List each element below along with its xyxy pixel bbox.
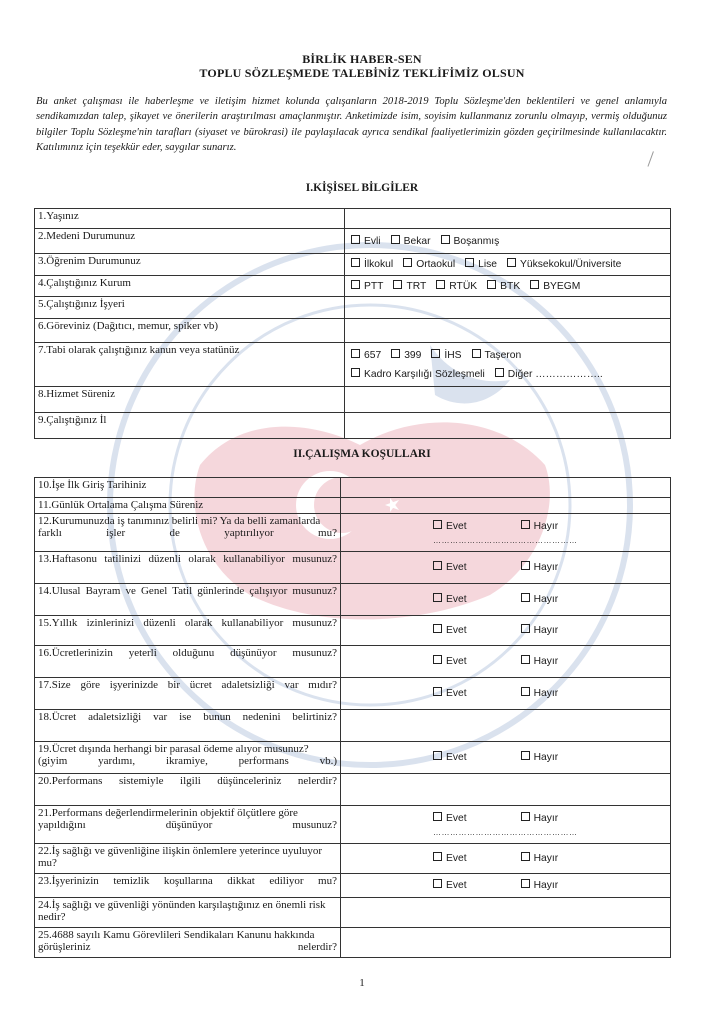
- option-label: Hayır: [533, 625, 559, 636]
- option-label: Evet: [446, 813, 467, 824]
- section-title-working-conditions: II.ÇALIŞMA KOŞULLARI: [293, 448, 431, 460]
- question-label: 23.İşyerinizin temizlik koşullarına dikkat ediliyor mu?: [35, 874, 341, 898]
- no-checkbox[interactable]: [521, 852, 559, 865]
- checkbox-icon[interactable]: [521, 751, 530, 760]
- question-label: 24.İş sağlığı ve güvenliği yönünden karşılaştığınız en önemli risk nedir?: [35, 898, 341, 928]
- answer-cell[interactable]: [341, 552, 671, 584]
- options-line: [351, 349, 666, 362]
- checkbox-icon[interactable]: [433, 624, 442, 633]
- intro-paragraph: Bu anket çalışması ile haberleşme ve iletişim hizmet kolunda çalışanların 2018-2019 Toplu Sözleşme'den beklentileri ve genel anlamıyla sendikamızdan talep, şikayet ve önerilerin araştırılması amaçlanmıştır. Anketimizde isim, soyisim kullanmanız zorunlu olmayıp, vermiş olduğunuz bilgiler Toplu Sözleşme'nin tarafları (siyaset ve bürokrasi) ile paylaşılacak ayrıca sendikal faaliyetlerimizin gözden geçirilmesinde kullanılacaktır. Katılımınız için teşekkür eder, saygılar sunarız.: [36, 96, 667, 154]
- answer-cell[interactable]: [345, 276, 671, 297]
- checkbox-option[interactable]: [530, 280, 580, 293]
- question-label: 8.Hizmet Süreniz: [35, 387, 345, 413]
- table-row: [35, 552, 671, 584]
- checkbox-icon[interactable]: [487, 280, 496, 289]
- checkbox-icon[interactable]: [433, 561, 442, 570]
- personal-info-table: [34, 208, 671, 439]
- option-label: Evli: [364, 235, 381, 247]
- checkbox-icon[interactable]: [521, 520, 530, 529]
- checkbox-option[interactable]: [465, 258, 497, 271]
- answer-cell[interactable]: [341, 646, 671, 678]
- question-label: 17.Size göre işyerinizde bir ücret adaletsizliği var mıdır?: [35, 678, 341, 710]
- answer-cell[interactable]: [341, 584, 671, 616]
- table-row: [35, 584, 671, 616]
- yes-checkbox[interactable]: [433, 593, 467, 606]
- working-conditions-table: [34, 477, 671, 958]
- question-label: 18.Ücret adaletsizliği var ise bunun nedenini belirtiniz?: [35, 710, 341, 742]
- table-row: [35, 616, 671, 646]
- option-label: Hayır: [533, 688, 559, 699]
- table-row: [35, 806, 671, 844]
- checkbox-option[interactable]: [507, 258, 621, 271]
- checkbox-option[interactable]: [351, 235, 381, 248]
- answer-cell[interactable]: [341, 742, 671, 774]
- table-row: [35, 710, 671, 742]
- table-row: [35, 297, 671, 319]
- checkbox-icon[interactable]: [431, 349, 440, 358]
- option-label: Evet: [446, 752, 467, 763]
- yes-checkbox[interactable]: [433, 655, 467, 668]
- answer-cell[interactable]: [341, 478, 671, 498]
- option-label: Kadro Karşılığı Sözleşmeli: [364, 368, 485, 380]
- answer-cell[interactable]: [341, 710, 671, 742]
- question-label: 3.Öğrenim Durumunuz: [35, 254, 345, 276]
- checkbox-icon[interactable]: [351, 258, 360, 267]
- table-row: [35, 898, 671, 928]
- option-label: Hayır: [533, 880, 559, 891]
- answer-cell[interactable]: [341, 874, 671, 898]
- question-label: 1.Yaşınız: [35, 209, 345, 229]
- no-checkbox[interactable]: [521, 624, 559, 637]
- table-row: [35, 928, 671, 958]
- answer-cell[interactable]: [345, 413, 671, 439]
- question-label: 11.Günlük Ortalama Çalışma Süreniz: [35, 498, 341, 514]
- table-row: [35, 678, 671, 710]
- option-label: Evet: [446, 562, 467, 573]
- option-label: Ortaokul: [416, 259, 456, 270]
- checkbox-icon[interactable]: [393, 280, 402, 289]
- yes-checkbox[interactable]: [433, 624, 467, 637]
- checkbox-option[interactable]: [351, 368, 485, 381]
- answer-cell[interactable]: [341, 514, 671, 552]
- table-row: [35, 774, 671, 806]
- checkbox-option[interactable]: [351, 349, 381, 362]
- checkbox-icon[interactable]: [433, 852, 442, 861]
- checkbox-icon[interactable]: [530, 280, 539, 289]
- checkbox-option[interactable]: [472, 349, 522, 362]
- table-row: [35, 209, 671, 229]
- checkbox-icon[interactable]: [521, 655, 530, 664]
- option-label: Hayır: [533, 521, 559, 532]
- question-label: 22.İş sağlığı ve güvenliğine ilişkin önlemlere yeterince uyuluyor mu?: [35, 844, 341, 874]
- checkbox-icon[interactable]: [351, 280, 360, 289]
- checkbox-icon[interactable]: [391, 349, 400, 358]
- option-label: Bekar: [403, 235, 431, 247]
- option-label: BTK: [500, 280, 521, 292]
- checkbox-icon[interactable]: [495, 368, 504, 377]
- table-row: [35, 498, 671, 514]
- question-label: 4.Çalıştığınız Kurum: [35, 276, 345, 297]
- table-row: [35, 742, 671, 774]
- yes-checkbox[interactable]: [433, 812, 467, 825]
- option-label: PTT: [364, 280, 384, 292]
- page-number: 1: [359, 977, 365, 989]
- checkbox-icon[interactable]: [391, 235, 400, 244]
- options-line: [351, 235, 666, 248]
- fill-in-line[interactable]: ……………………………………………: [433, 828, 578, 837]
- yes-checkbox[interactable]: [433, 561, 467, 574]
- table-row: [35, 387, 671, 413]
- table-row: [35, 276, 671, 297]
- yes-checkbox[interactable]: [433, 879, 467, 892]
- yes-checkbox[interactable]: [433, 852, 467, 865]
- checkbox-option[interactable]: [351, 258, 393, 271]
- union-name: BİRLİK HABER-SEN: [302, 52, 422, 66]
- table-row: [35, 319, 671, 343]
- table-row: [35, 343, 671, 387]
- table-row: [35, 229, 671, 254]
- option-label: Evet: [446, 594, 467, 605]
- checkbox-icon[interactable]: [403, 258, 412, 267]
- answer-cell[interactable]: [345, 229, 671, 254]
- checkbox-icon[interactable]: [521, 593, 530, 602]
- table-row: [35, 646, 671, 678]
- checkbox-option[interactable]: [487, 280, 520, 293]
- checkbox-icon[interactable]: [433, 687, 442, 696]
- checkbox-option[interactable]: [431, 349, 461, 362]
- option-label: Evet: [446, 688, 467, 699]
- checkbox-icon[interactable]: [507, 258, 516, 267]
- answer-cell[interactable]: [345, 343, 671, 387]
- checkbox-option[interactable]: [391, 349, 421, 362]
- checkbox-icon[interactable]: [433, 879, 442, 888]
- options-line: [351, 368, 666, 381]
- question-label: 6.Göreviniz (Dağıtıcı, memur, spiker vb): [35, 319, 345, 343]
- answer-cell[interactable]: [341, 498, 671, 514]
- table-row: [35, 514, 671, 552]
- checkbox-option[interactable]: [351, 280, 383, 293]
- checkbox-option[interactable]: [495, 368, 603, 381]
- option-label: Taşeron: [484, 349, 522, 361]
- no-checkbox[interactable]: [521, 561, 559, 574]
- options-line: [351, 258, 666, 271]
- option-label: Hayır: [533, 594, 559, 605]
- question-label: 16.Ücretlerinizin yeterli olduğunu düşünüyor musunuz?: [35, 646, 341, 678]
- table-row: [35, 413, 671, 439]
- answer-cell[interactable]: [341, 898, 671, 928]
- question-label: 21.Performans değerlendirmelerinin objektif ölçütlere göre yapıldığını düşünüyor musunuz?: [35, 806, 341, 844]
- option-label: Diğer ………………..: [507, 368, 603, 380]
- option-label: 399: [404, 349, 422, 361]
- option-label: Evet: [446, 521, 467, 532]
- answer-cell[interactable]: [341, 928, 671, 958]
- section-title-personal: I.KİŞİSEL BİLGİLER: [305, 182, 419, 194]
- table-row: [35, 844, 671, 874]
- checkbox-icon[interactable]: [521, 879, 530, 888]
- option-label: Hayır: [533, 562, 559, 573]
- no-checkbox[interactable]: [521, 812, 559, 825]
- question-label: 25.4688 sayılı Kamu Görevlileri Sendikaları Kanunu hakkında görüşleriniz nelerdir?: [35, 928, 341, 958]
- question-label: 14.Ulusal Bayram ve Genel Tatil günlerinde çalışıyor musunuz?: [35, 584, 341, 616]
- no-checkbox[interactable]: [521, 879, 559, 892]
- option-label: Hayır: [533, 813, 559, 824]
- option-label: Evet: [446, 656, 467, 667]
- checkbox-option[interactable]: [391, 235, 431, 248]
- option-label: Evet: [446, 853, 467, 864]
- checkbox-icon[interactable]: [351, 349, 360, 358]
- checkbox-icon[interactable]: [465, 258, 474, 267]
- checkbox-icon[interactable]: [521, 687, 530, 696]
- checkbox-icon[interactable]: [433, 812, 442, 821]
- fill-in-line[interactable]: ……………………………………………: [433, 536, 578, 545]
- question-label: 2.Medeni Durumunuz: [35, 229, 345, 254]
- table-row: [35, 254, 671, 276]
- checkbox-option[interactable]: [441, 235, 500, 248]
- yes-checkbox[interactable]: [433, 751, 467, 764]
- checkbox-option[interactable]: [393, 280, 426, 293]
- table-row: [35, 874, 671, 898]
- yes-checkbox[interactable]: [433, 687, 467, 700]
- question-label: 12.Kurumunuzda iş tanımınız belirli mi? Ya da belli zamanlarda farklı işler de yaptırılıyor mu?: [35, 514, 341, 552]
- answer-cell[interactable]: [345, 254, 671, 276]
- checkbox-icon[interactable]: [472, 349, 481, 358]
- question-label: 10.İşe İlk Giriş Tarihiniz: [35, 478, 341, 498]
- question-label: 20.Performans sistemiyle ilgili düşünceleriniz nelerdir?: [35, 774, 341, 806]
- checkbox-icon[interactable]: [351, 368, 360, 377]
- checkbox-option[interactable]: [403, 258, 455, 271]
- answer-cell[interactable]: [341, 844, 671, 874]
- option-label: Evet: [446, 880, 467, 891]
- question-label: 19.Ücret dışında herhangi bir parasal ödeme alıyor musunuz? (giyim yardımı, ikramiye, performans vb.): [35, 742, 341, 774]
- option-label: RTÜK: [449, 280, 478, 292]
- option-label: 657: [364, 349, 382, 361]
- option-label: Boşanmış: [453, 235, 500, 247]
- option-label: İHS: [444, 349, 462, 361]
- checkbox-icon[interactable]: [441, 235, 450, 244]
- checkbox-icon[interactable]: [433, 655, 442, 664]
- checkbox-icon[interactable]: [436, 280, 445, 289]
- option-label: Yüksekokul/Üniversite: [520, 259, 622, 270]
- question-label: 15.Yıllık izinlerinizi düzenli olarak kullanabiliyor musunuz?: [35, 616, 341, 646]
- answer-cell[interactable]: [341, 616, 671, 646]
- survey-title: TOPLU SÖZLEŞMEDE TALEBİNİZ TEKLİFİMİZ OLSUN: [199, 66, 525, 80]
- yes-checkbox[interactable]: [433, 520, 467, 533]
- answer-cell[interactable]: [345, 297, 671, 319]
- option-label: Hayır: [533, 752, 559, 763]
- option-label: BYEGM: [543, 280, 581, 292]
- option-label: TRT: [406, 280, 427, 292]
- option-label: Evet: [446, 625, 467, 636]
- answer-cell[interactable]: [341, 774, 671, 806]
- option-label: Lise: [478, 259, 497, 270]
- checkbox-icon[interactable]: [521, 852, 530, 861]
- question-label: 5.Çalıştığınız İşyeri: [35, 297, 345, 319]
- option-label: Hayır: [533, 853, 559, 864]
- no-checkbox[interactable]: [521, 655, 559, 668]
- checkbox-icon[interactable]: [433, 593, 442, 602]
- checkbox-icon[interactable]: [521, 561, 530, 570]
- checkbox-option[interactable]: [436, 280, 477, 293]
- checkbox-icon[interactable]: [521, 812, 530, 821]
- option-label: Hayır: [533, 656, 559, 667]
- checkbox-icon[interactable]: [433, 520, 442, 529]
- no-checkbox[interactable]: [521, 751, 559, 764]
- checkbox-icon[interactable]: [521, 624, 530, 633]
- checkbox-icon[interactable]: [351, 235, 360, 244]
- no-checkbox[interactable]: [521, 687, 559, 700]
- checkbox-icon[interactable]: [433, 751, 442, 760]
- answer-cell[interactable]: [345, 209, 671, 229]
- no-checkbox[interactable]: [521, 520, 559, 533]
- question-label: 7.Tabi olarak çalıştığınız kanun veya statünüz: [35, 343, 345, 387]
- answer-cell[interactable]: [345, 319, 671, 343]
- question-label: 13.Haftasonu tatilinizi düzenli olarak kullanabiliyor musunuz?: [35, 552, 341, 584]
- option-label: İlkokul: [364, 259, 394, 270]
- answer-cell[interactable]: [345, 387, 671, 413]
- options-line: [351, 280, 666, 293]
- answer-cell[interactable]: [341, 678, 671, 710]
- answer-cell[interactable]: [341, 806, 671, 844]
- no-checkbox[interactable]: [521, 593, 559, 606]
- question-label: 9.Çalıştığınız İl: [35, 413, 345, 439]
- table-row: [35, 478, 671, 498]
